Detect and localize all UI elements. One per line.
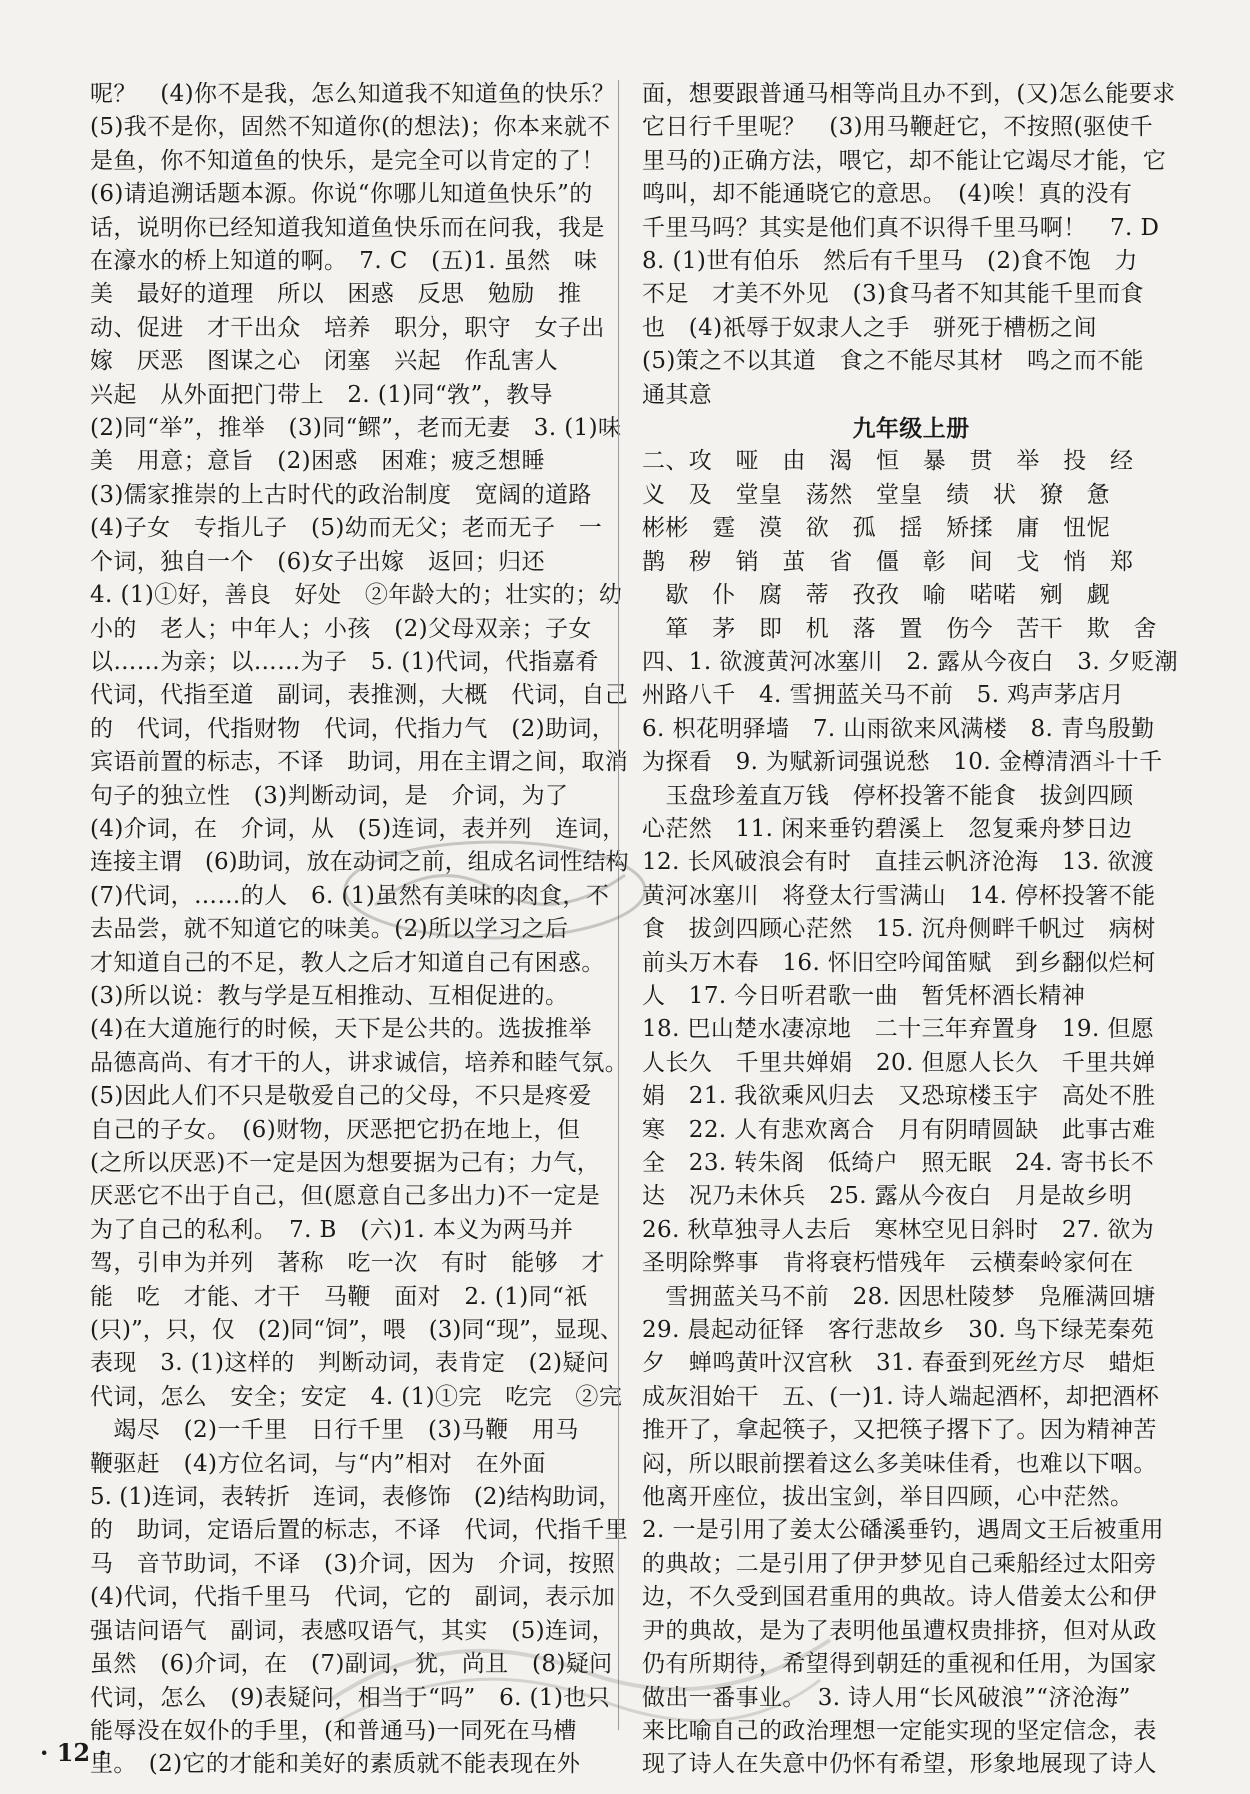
text-line: 5. (1)连词，表转折 连词，表修饰 (2)结构助词， [90, 1484, 622, 1511]
right-column [642, 78, 1180, 1782]
text-line: 娟 21. 我欲乘风归去 又恐琼楼玉宇 高处不胜 [642, 1083, 1156, 1110]
text-line: 18. 巴山楚水凄凉地 二十三年弃置身 19. 但愿 [642, 1016, 1155, 1043]
text-line: 品德高尚、有才干的人，讲求诚信，培养和睦气氛。 [90, 1049, 629, 1076]
text-line: 鹊 秽 销 茧 省 僵 彰 间 戈 悄 郑 [642, 548, 1134, 575]
text-line: 8. (1)世有伯乐 然后有千里马 (2)食不饱 力 [642, 248, 1138, 275]
text-line: 才知道自己的不足，教人之后才知道自己有困惑。 [90, 949, 605, 976]
text-line: 二、攻 哑 由 渴 恒 暴 贯 举 投 经 [642, 448, 1134, 475]
text-line: 夕 蝉鸣黄叶汉宫秋 31. 春蚕到死丝方尽 蜡炬 [642, 1350, 1156, 1377]
text-line: 连接主谓 (6)助词，放在动词之前，组成名词性结构 [90, 849, 629, 876]
text-line: 彬彬 霆 漠 欲 孤 揺 矫揉 庸 忸怩 [642, 515, 1110, 542]
text-line: (6)请追溯话题本源。你说“你哪儿知道鱼快乐”的 [90, 181, 593, 208]
text-line: 推开了，拿起筷子，又把筷子撂下了。因为精神苦 [642, 1417, 1157, 1444]
text-line: (4)子女 专指儿子 (5)幼而无父；老而无子 一 [90, 515, 603, 542]
text-line: 12. 长风破浪会有时 直挂云帆济沧海 13. 欲渡 [642, 849, 1155, 876]
text-line: 竭尽 (2)一千里 日行千里 (3)马鞭 用马 [90, 1417, 579, 1444]
text-line: 自己的子女。 (6)财物，厌恶把它扔在地上，但 [90, 1116, 581, 1143]
text-line: 达 况乃未休兵 25. 露从今夜白 月是故乡明 [642, 1183, 1133, 1210]
text-line: (之所以厌恶)不一定是因为想要据为己有；力气， [90, 1150, 601, 1176]
text-line: 驾，引申为并列 著称 吃一次 有时 能够 才 [90, 1250, 605, 1277]
text-line: 代词，怎么 安全；安定 4. (1)①完 吃完 ②完 [90, 1383, 623, 1410]
text-line: 个词，独自一个 (6)女子出嫁 返回；归还 [90, 548, 545, 575]
text-line: 为了自己的私利。 7. B (六)1. 本义为两马并 [90, 1216, 574, 1243]
text-line: 美 用意；意旨 (2)困惑 困难；疲乏想睡 [90, 448, 545, 475]
text-line: 现了诗人在失意中仍怀有希望，形象地展现了诗人 [642, 1751, 1157, 1778]
text-line: 州路八千 4. 雪拥蓝关马不前 5. 鸡声茅店月 [642, 682, 1125, 709]
watermark-stamp-bottom [320, 1610, 840, 1730]
text-line: 小的 老人；中年人；小孩 (2)父母双亲；子女 [90, 615, 592, 642]
text-line: 6. 枳花明驿墙 7. 山雨欲来风满楼 8. 青鸟殷勤 [642, 715, 1155, 742]
text-line: 做出一番事业。 3. 诗人用“长风破浪”“济沧海” [642, 1684, 1131, 1711]
text-line: 通其意 [642, 381, 713, 408]
text-line: (2)同“举”，推举 (3)同“鳏”，老而无妻 3. (1)味 [90, 415, 622, 442]
text-line: 歇 仆 腐 蒂 孜孜 喻 喏喏 剜 觑 [642, 582, 1110, 609]
text-line: 鸣叫，却不能通晓它的意思。 (4)唉！真的没有 [642, 181, 1133, 208]
text-line: 里。 (2)它的才能和美好的素质就不能表现在外 [90, 1751, 581, 1778]
text-line: 他离开座位，拔出宝剑，举目四顾，心中茫然。 [642, 1484, 1134, 1511]
watermark-stamp [335, 835, 655, 945]
text-line: 以……为亲；以……为子 5. (1)代词，代指嘉肴 [90, 648, 599, 675]
text-line: 成灰泪始干 五、(一)1. 诗人端起酒杯，却把酒杯 [642, 1383, 1160, 1410]
text-line: 马 音节助词，不译 (3)介词，因为 介词，按照 [90, 1550, 616, 1577]
text-line: 鞭驱赶 (4)方位名词，与“内”相对 在外面 [90, 1450, 546, 1477]
text-line: 表现 3. (1)这样的 判断动词，表肯定 (2)疑问 [90, 1350, 610, 1377]
text-line: 心茫然 11. 闲来垂钓碧溪上 忽复乘舟梦日边 [642, 815, 1133, 842]
text-line: 能辱没在奴仆的手里，(和普通马)一同死在马槽 [90, 1717, 577, 1744]
page-number: · 12 · [40, 1738, 107, 1767]
text-line: 代词，代指至道 副词，表推测，大概 代词，自己 [90, 682, 629, 709]
text-line: 兴起 从外面把门带上 2. (1)同“敩”，教导 [90, 381, 553, 408]
text-line: (4)介词，在 介词，从 (5)连词，表并列 连词， [90, 815, 626, 842]
text-line: 的典故；二是引用了伊尹梦见自己乘船经过太阳旁 [642, 1550, 1157, 1577]
text-line: (只)”，只，仅 (2)同“饲”，喂 (3)同“现”，显现、 [90, 1317, 623, 1344]
text-line: (4)代词，代指千里马 代词，它的 副词，表示加 [90, 1584, 616, 1611]
text-line: 在濠水的桥上知道的啊。 7. C (五)1. 虽然 味 [90, 248, 598, 275]
text-line: 的 代词，代指财物 代词，代指力气 (2)助词， [90, 715, 616, 742]
text-line: 箪 茅 即 机 落 置 伤今 苦干 欺 舍 [642, 615, 1157, 642]
text-line: 边，不久受到国君重用的典故。诗人借姜太公和伊 [642, 1584, 1157, 1611]
text-line: 人 17. 今日听君歌一曲 暂凭杯酒长精神 [642, 982, 1086, 1009]
text-line: (3)儒家推崇的上古时代的政治制度 宽阔的道路 [90, 481, 592, 508]
text-line: 也 (4)祇辱于奴隶人之手 骈死于槽枥之间 [642, 314, 1097, 341]
text-line: (5)策之不以其道 食之不能尽其材 鸣之而不能 [642, 348, 1144, 375]
text-line: 食 拔剑四顾心茫然 15. 沉舟侧畔千帆过 病树 [642, 916, 1156, 943]
text-line: 它日行千里呢？ (3)用马鞭赶它，不按照(驱使千 [642, 114, 1154, 141]
section-heading: 九年级上册 [852, 415, 970, 443]
text-line: 全 23. 转朱阁 低绮户 照无眠 24. 寄书长不 [642, 1150, 1155, 1176]
text-line: 话，说明你已经知道我知道鱼快乐而在问我，我是 [90, 214, 605, 241]
text-line: 雪拥蓝关马不前 28. 因思杜陵梦 凫雁满回塘 [642, 1283, 1156, 1310]
text-line: 代词，怎么 (9)表疑问，相当于“吗” 6. (1)也只 [90, 1684, 611, 1711]
text-line: 面，想要跟普通马相等尚且办不到，(又)怎么能要求 [642, 81, 1176, 107]
text-line: 人长久 千里共婵娟 20. 但愿人长久 千里共婵 [642, 1049, 1156, 1076]
text-line: 仍有所期待，希望得到朝廷的重视和任用，为国家 [642, 1651, 1157, 1678]
text-line: 闷，所以眼前摆着这么多美味佳肴，也难以下咽。 [642, 1450, 1157, 1477]
text-line: 能 吃 才能、才干 马鞭 面对 2. (1)同“祇 [90, 1283, 588, 1310]
text-line: 26. 秋草独寻人去后 寒林空见日斜时 27. 欲为 [642, 1216, 1155, 1243]
text-line: 呢？ (4)你不是我，怎么知道我不知道鱼的快乐？ [90, 81, 616, 107]
text-line: 千里马吗？其实是他们真不识得千里马啊！ 7. D [642, 214, 1160, 241]
text-line: (5)因此人们不只是敬爱自己的父母，不只是疼爱 [90, 1083, 592, 1110]
text-line: 动、促进 才干出众 培养 职分，职守 女子出 [90, 314, 605, 341]
text-line: 的 助词，定语后置的标志，不译 代词，代指千里 [90, 1517, 629, 1544]
text-line: (3)所以说：教与学是互相推动、互相促进的。 [90, 982, 569, 1009]
text-line: 尹的典故，是为了表明他虽遭权贵排挤，但对从政 [642, 1617, 1157, 1644]
text-line: 去品尝，就不知道它的味美。(2)所以学习之后 [90, 916, 569, 943]
text-line: 里马的)正确方法，喂它，却不能让它竭尽才能，它 [642, 147, 1167, 174]
text-line: 虽然 (6)介词，在 (7)副词，犹，尚且 (8)疑问 [90, 1651, 613, 1678]
text-line: 29. 晨起动征铎 客行悲故乡 30. 鸟下绿芜秦苑 [642, 1317, 1155, 1344]
text-line: 玉盘珍羞直万钱 停杯投箸不能食 拔剑四顾 [642, 782, 1134, 809]
text-line: (4)在大道施行的时候，天下是公共的。选拔推举 [90, 1016, 592, 1043]
text-line: 义 及 堂皇 荡然 堂皇 绩 状 獠 惫 [642, 481, 1110, 508]
text-line: 2. 一是引用了姜太公磻溪垂钓，遇周文王后被重用 [642, 1517, 1164, 1544]
text-line: (7)代词，……的人 6. (1)虽然有美味的肉食，不 [90, 882, 610, 909]
text-line: 寒 22. 人有悲欢离合 月有阴晴圆缺 此事古难 [642, 1116, 1156, 1143]
text-line: 美 最好的道理 所以 困惑 反思 勉励 推 [90, 281, 582, 308]
text-line: 黄河冰塞川 将登太行雪满山 14. 停杯投箸不能 [642, 882, 1156, 909]
text-line: 是鱼，你不知道鱼的快乐，是完全可以肯定的了！ [90, 147, 605, 174]
text-line: 4. (1)①好，善良 好处 ②年龄大的；壮实的；幼 [90, 582, 623, 609]
text-line: 宾语前置的标志，不译 助词，用在主谓之间，取消 [90, 749, 629, 776]
text-line: 来比喻自己的政治理想一定能实现的坚定信念，表 [642, 1717, 1157, 1744]
text-line: 为探看 9. 为赋新词强说愁 10. 金樽清酒斗十千 [642, 749, 1163, 776]
text-line: 圣明除弊事 肯将衰朽惜残年 云横秦岭家何在 [642, 1250, 1134, 1277]
text-line: (5)我不是你，固然不知道你(的想法)；你本来就不 [90, 114, 611, 141]
text-line: 强诘问语气 副词，表感叹语气，其实 (5)连词， [90, 1617, 616, 1644]
text-line: 句子的独立性 (3)判断动词，是 介词，为了 [90, 782, 569, 809]
text-line: 四、1. 欲渡黄河冰塞川 2. 露从今夜白 3. 夕贬潮 [642, 648, 1178, 675]
text-line: 不足 才美不外见 (3)食马者不知其能千里而食 [642, 281, 1144, 308]
text-line: 前头万木春 16. 怀旧空吟闻笛赋 到乡翻似烂柯 [642, 949, 1156, 976]
text-line: 嫁 厌恶 图谋之心 闭塞 兴起 作乱害人 [90, 348, 558, 375]
text-line: 厌恶它不出于自己，但(愿意自己多出力)不一定是 [90, 1183, 601, 1210]
